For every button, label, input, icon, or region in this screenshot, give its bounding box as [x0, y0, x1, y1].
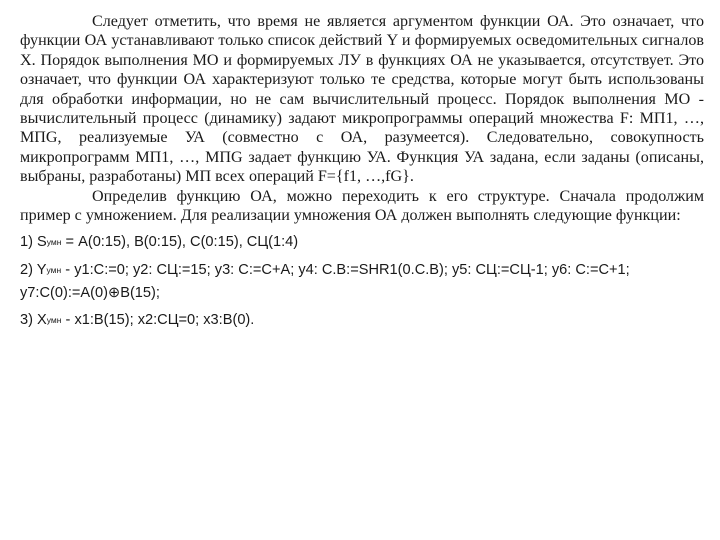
formula-s-prefix: 1) S: [20, 234, 47, 251]
paragraph-oa-structure: Определив функцию ОА, можно переходить к его структуре. Сначала продолжим пример с умножением. Для реализации умножения ОА должен выполнять следующие функции:: [20, 187, 704, 225]
formula-x-prefix: 3) X: [20, 311, 47, 328]
formula-item-y: [20, 259, 704, 283]
formula-s-subscript: умн: [46, 237, 62, 248]
formula-y-subscript: умн: [46, 264, 62, 275]
formula-item-s: [20, 231, 704, 255]
document-page: [20, 12, 704, 332]
formula-s-text: = A(0:15), B(0:15), C(0:15), СЦ(1:4): [61, 234, 299, 251]
formula-y-text: - y1:C:=0; y2: СЦ:=15; y3: C:=C+A; y4: C.B:=SHR1(0.C.B); y5: СЦ:=СЦ-1; y6: C:=C+1;: [61, 261, 630, 278]
formula-x-subscript: умн: [46, 314, 62, 325]
formula-item-y-continuation: [20, 282, 704, 305]
formula-x-text: - x1:B(15); x2:СЦ=0; x3:B(0).: [61, 311, 255, 328]
formula-item-x: [20, 309, 704, 333]
formula-y-prefix: 2) Y: [20, 261, 47, 278]
paragraph-time-argument: Следует отметить, что время не является аргументом функции ОА. Это означает, что функции ОА устанавливают только список действий Y и формируемых осведомительных сигналов X. Порядок выполнения МО и формируемых ЛУ в функциях ОА не указывается, отсутствует. Это означает, что функции ОА характеризуют только те средства, которые могут быть использованы для обработки информации, но не сам вычислительный процесс. Порядок выполнения МО - вычислительный процесс (динамику) задают микропрограммы операций множества F: МП1, …, МПG, реализуемые УА (совместно с ОА, разумеется). Следовательно, совокупность микропрограмм МП1, …, МПG задает функцию УА. Функция УА задана, если заданы (описаны, выбраны, разработаны) МП всех операций F={f1, …,fG}.: [20, 13, 704, 186]
formula-y-continuation-text: y7:C(0):=A(0)⊕B(15);: [20, 285, 160, 302]
